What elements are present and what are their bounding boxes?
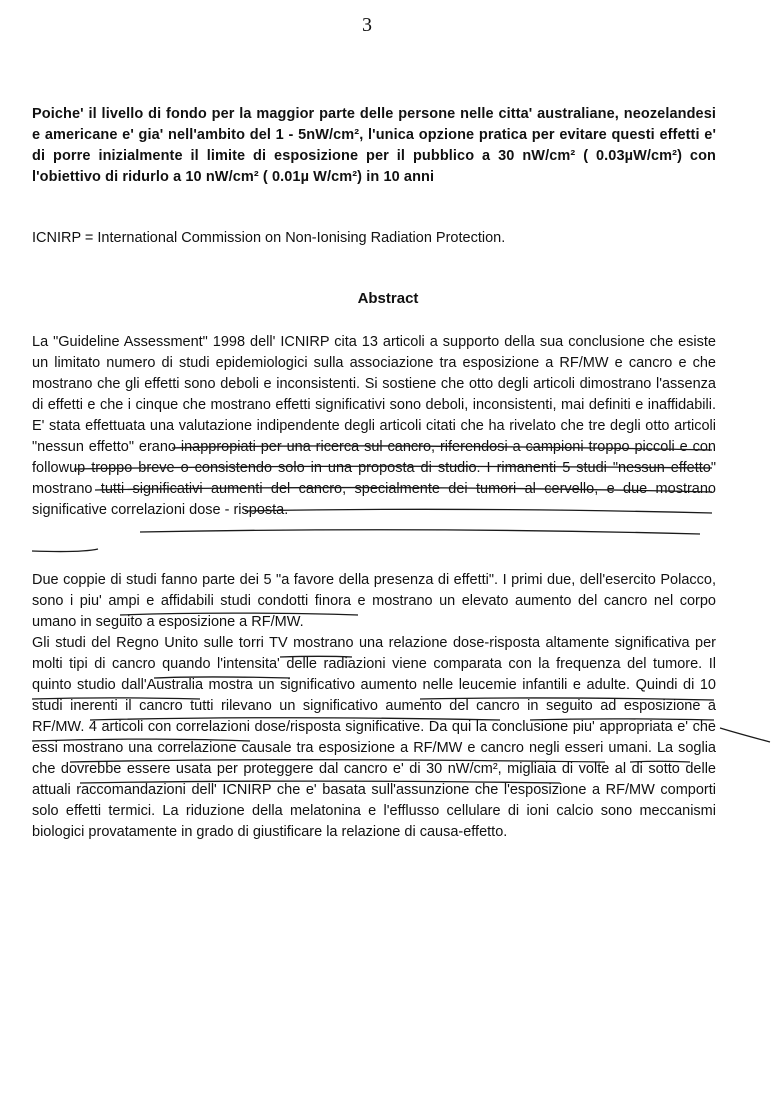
abstract-paragraph-1: La "Guideline Assessment" 1998 dell' ICNIRP cita 13 articoli a supporto della sua conclusione che esiste un limitato numero di studi epidemiologici sulla associazione tra esposizione a RF/MW e cancro e che mostrano che gli effetti sono deboli e inconsistenti. Si sostiene che otto degli articoli dimostrano l'assenza di effetti e che i cinque che mostrano effetti significativi sono deboli, inconsistenti, mai definiti e inaffidabili. E' stata effettuata una valutazione indipendente degli articoli citati che ha rivelato che tre degli otto articoli "nessun effetto" erano inappropiati per una ricerca sul cancro, riferendosi a campioni troppo piccoli e con followup troppo breve o consistendo solo in una proposta di studio. I rimanenti 5 studi "nessun effetto" mostrano tutti significativi aumenti del cancro, specialmente dei tumori al cervello, e due mostrano significative correlazioni dose - risposta. xyxy=(32,334,716,518)
page-number: 3 xyxy=(362,14,372,36)
underline-mark xyxy=(140,530,700,534)
abstract-heading: Abstract xyxy=(357,290,419,307)
abstract-paragraph-2b: Gli studi del Regno Unito sulle torri TV mostrano una relazione dose-risposta altamente significativa per molti tipi di cancro quando l'intensita' delle radiazioni viene comparata con la frequenza del tumore. Il quinto studio dall'Australia mostra un significativo aumento nelle leucemie infantili e adulte. Quindi di 10 studi inerenti il cancro tutti rilevano un significativo aumento del cancro in seguito ad esposizione a RF/MW. 4 articoli con correlazioni dose/risposta significative. Da qui la conclusione piu' appropriata e' che essi mostrano una correlazione causale tra esposizione a RF/MW e cancro negli esseri umani. La soglia che dovrebbe essere usata per proteggere dal cancro e' di 30 nW/cm², migliaia di volte al di sotto delle attuali raccomandazioni dell' ICNIRP che e' basata sull'assunzione che l'esposizione a RF/MW comporti solo effetti termici. La riduzione della melatonina e l'efflusso cellulare di ioni calcio sono meccanismi biologici provatamente in grado di giustificare la relazione di causa-effetto. xyxy=(32,635,716,840)
icnirp-definition: ICNIRP = International Commission on Non-Ionising Radiation Protection. xyxy=(32,230,506,246)
underline-mark xyxy=(720,728,770,742)
abstract-paragraph-2a: Due coppie di studi fanno parte dei 5 "a favore della presenza di effetti". I primi due, dell'esercito Polacco, sono i piu' ampi e affidabili studi condotti finora e mostrano un elevato aumento del cancro nel corpo umano in seguito a esposizione a RF/MW. xyxy=(32,572,716,630)
intro-bold-paragraph: Poiche' il livello di fondo per la maggior parte delle persone nelle citta' australiane, neozelandesi e americane e' gia' nell'ambito del 1 - 5nW/cm², l'unica opzione pratica per evitare questi effetti e' di porre inizialmente il limite di esposizione per il pubblico a 30 nW/cm² ( 0.03µW/cm²) con l'obiettivo di ridurlo a 10 nW/cm² ( 0.01µ W/cm²) in 10 anni xyxy=(32,106,716,185)
underline-mark xyxy=(32,549,98,552)
abstract-paragraph-2 xyxy=(32,570,716,843)
